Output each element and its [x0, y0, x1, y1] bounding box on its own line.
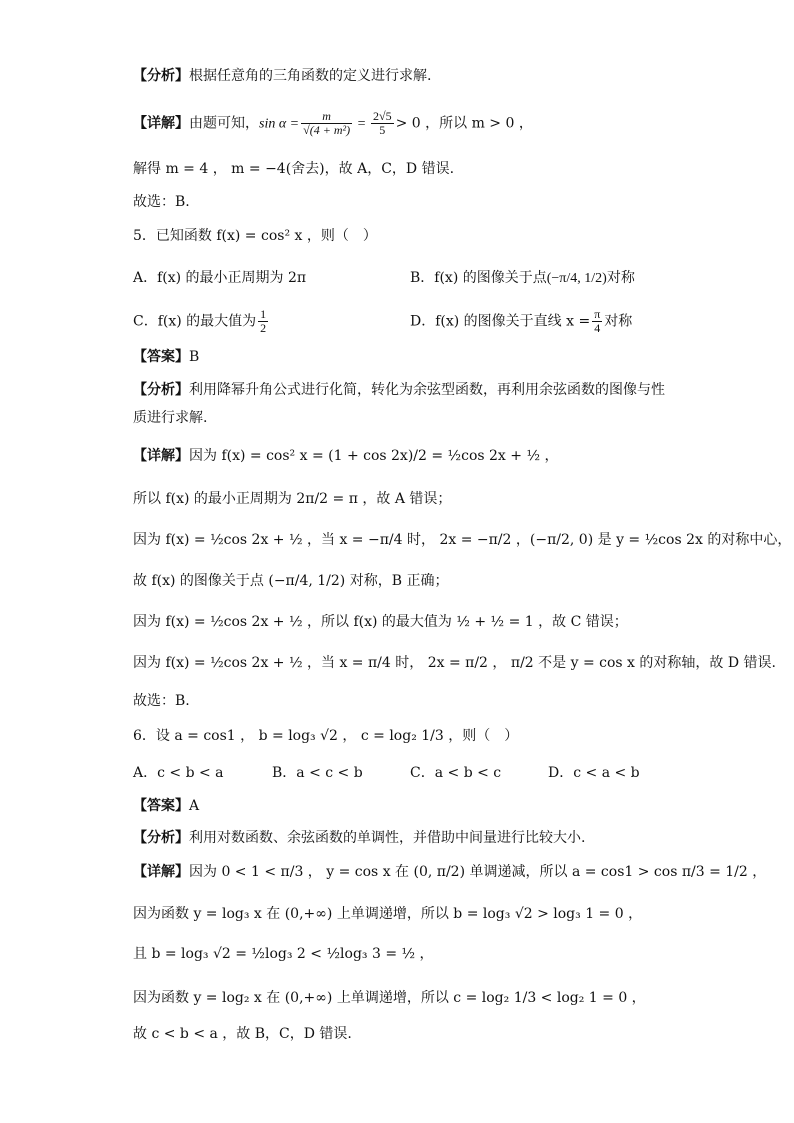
detail-tail: > 0 ，所以 m > 0 ，: [395, 115, 533, 132]
q5-detail-line6: 因为 f(x) = ½cos 2x + ½ ，当 x = π/4 时， 2x = π/2 ， π/2 不是 y = cos x 的对称轴，故 D 错误.: [133, 655, 776, 671]
q6-answer: [133, 796, 199, 816]
answer-value: A: [189, 798, 200, 814]
frac-m-over-root: $\frac{m}{\text{√(4 + m²)}}$: [303, 109, 351, 137]
analysis-text: 根据任意角的三角函数的定义进行求解.: [189, 68, 432, 84]
frac-one-half: $\frac{1}{2}$: [260, 307, 267, 335]
q6-option-c: C．a < b < c: [410, 765, 502, 781]
q6-option-d: D．c < a < b: [548, 765, 640, 781]
detail-tag: 【详解】: [133, 448, 189, 464]
q5-detail-line1: 【详解】因为 f(x) = cos² x = (1 + cos 2x)/2 = ½cos 2x + ½ ，: [133, 448, 559, 464]
analysis-tag: 【分析】: [133, 382, 189, 398]
answer-tag: 【答案】: [133, 349, 189, 365]
analysis-tag: 【分析】: [133, 68, 189, 84]
q5-choose-line: 故选：B.: [133, 693, 190, 709]
q6-detail-line3: 且 b = log₃ √2 = ½log₃ 2 < ½log₃ 3 = ½ ，: [133, 946, 434, 962]
q6-stem: 6．设 a = cos1 ， b = log₃ √2 ， c = log₂ 1/3 ，则（ ）: [133, 728, 519, 744]
q5-stem: 5．已知函数 f(x) = cos² x ，则（ ）: [133, 228, 377, 244]
answer-value: B: [189, 349, 200, 365]
q6-detail-line4: 因为函数 y = log₂ x 在 (0,+∞) 上单调递增，所以 c = log₂ 1/3 < log₂ 1 = 0 ，: [133, 990, 646, 1006]
q5-option-b: B．f(x) 的图像关于点(−π/4, 1/2)对称: [410, 270, 635, 286]
q5-detail-line4: 故 f(x) 的图像关于点 (−π/4, 1/2) 对称，B 正确；: [133, 573, 449, 589]
q6-analysis: 【分析】利用对数函数、余弦函数的单调性，并借助中间量进行比较大小.: [133, 830, 586, 846]
q6-option-b: B．a < c < b: [272, 765, 363, 781]
analysis-tag: 【分析】: [133, 830, 189, 846]
q5-option-d: D．f(x) 的图像关于直线 x = $\frac{\pi}{4}$ 对称: [410, 307, 633, 335]
answer-tag: 【答案】: [133, 798, 189, 814]
q6-detail-line2: 因为函数 y = log₃ x 在 (0,+∞) 上单调递增，所以 b = log₃ √2 > log₃ 1 = 0 ，: [133, 906, 643, 922]
q4-analysis: [133, 66, 431, 86]
q5-option-c: C．f(x) 的最大值为 $\frac{1}{2}$: [133, 307, 267, 335]
frac-2root5-over-5: $\frac{2√5}{5}$: [373, 109, 392, 137]
q5-detail-line5: 因为 f(x) = ½cos 2x + ½ ，所以 f(x) 的最大值为 ½ + ½ = 1 ，故 C 错误；: [133, 614, 628, 630]
detail-tag: 【详解】: [133, 115, 189, 132]
q5-detail-line3: 因为 f(x) = ½cos 2x + ½ ，当 x = −π/4 时， 2x = −π/2 ，(−π/2, 0) 是 y = ½cos 2x 的对称中心，: [133, 532, 792, 548]
q5-analysis-line2: 质进行求解.: [133, 410, 208, 426]
q4-detail: 【详解】由题可知，sin α = $\frac{m}{\text{√(4 + m²)}}$ = $\frac{2√5}{5}$ > 0 ，所以 m > 0 ，: [133, 109, 533, 137]
q6-option-a: A．c < b < a: [133, 765, 224, 781]
q4-choose-line: 故选：B.: [133, 194, 190, 210]
q6-detail-line5: 故 c < b < a ，故 B，C，D 错误.: [133, 1026, 352, 1042]
point-neg-pi4-half: (−π/4, 1/2): [546, 271, 607, 286]
q5-analysis-line1: 【分析】利用降幂升角公式进行化简，转化为余弦型函数，再利用余弦函数的图像与性: [133, 382, 665, 398]
frac-pi-over-4: $\frac{\pi}{4}$: [594, 307, 601, 335]
detail-sin: sin α =: [259, 116, 300, 132]
detail-tag: 【详解】: [133, 864, 189, 880]
detail-prefix: 由题可知，: [189, 115, 259, 132]
q5-option-a: A．f(x) 的最小正周期为 2π: [133, 270, 307, 286]
q4-solve-line: 解得 m = 4 ， m = −4(舍去)，故 A，C，D 错误.: [133, 161, 455, 177]
q5-detail-line2: 所以 f(x) 的最小正周期为 2π/2 = π ，故 A 错误；: [133, 491, 452, 507]
q6-detail-line1: 【详解】因为 0 < 1 < π/3 ， y = cos x 在 (0, π/2) 单调递减，所以 a = cos1 > cos π/3 = 1/2 ，: [133, 864, 767, 880]
q5-answer: [133, 347, 199, 367]
